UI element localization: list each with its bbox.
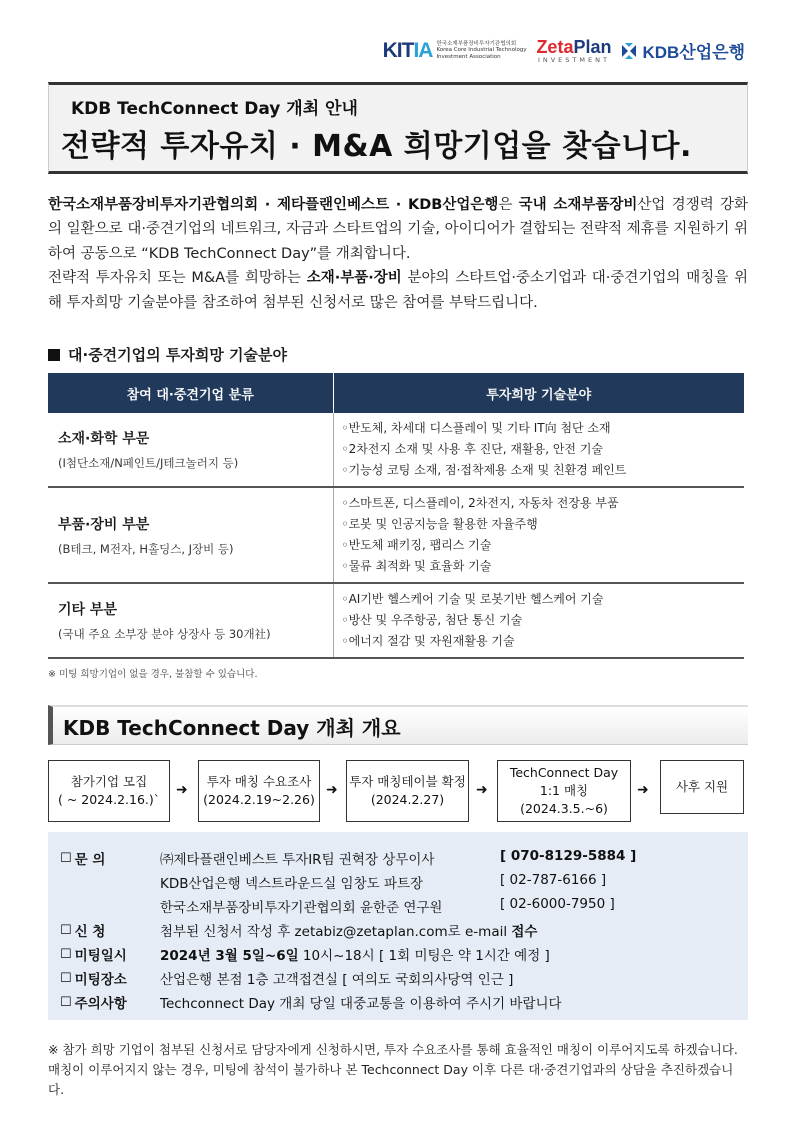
caution-label: 주의사항 xyxy=(74,996,127,1012)
intro-text: 은 xyxy=(498,197,519,213)
inquiry-contact: KDB산업은행 넥스트라운드실 임창도 파트장 xyxy=(160,876,424,892)
category-name: 기타 부분 xyxy=(58,602,117,618)
checkbox-icon: ☐ xyxy=(60,970,72,986)
title-subheading: KDB TechConnect Day 개최 안내 xyxy=(71,99,358,119)
page-title: 전략적 투자유치 · M&A 희망기업을 찾습니다. xyxy=(61,129,692,164)
step-label: 참가기업 모집 xyxy=(70,774,148,789)
inquiry-contact: ㈜제타플랜인베스트 투자IR팀 권혁장 상무이사 xyxy=(160,852,435,868)
kdb-wordmark: KDB산업은행 xyxy=(642,43,745,63)
areas-cell xyxy=(333,583,744,658)
attendance-note: ※ 미팅 희망기업이 없을 경우, 불참할 수 있습니다. xyxy=(48,669,258,680)
tech-area-item: ◦물류 최적화 및 효율화 기술 xyxy=(341,559,492,573)
zetaplan-wordmark: ZetaPlan xyxy=(536,37,612,57)
date-row xyxy=(60,944,550,964)
apply-label: 신 청 xyxy=(74,924,106,940)
tech-area-item: ◦스마트폰, 디스플레이, 2차전지, 자동차 전장용 부품 xyxy=(341,496,619,510)
tech-area-item: ◦방산 및 우주항공, 첨단 통신 기술 xyxy=(341,613,523,627)
step-demand-survey xyxy=(198,760,320,822)
caution-row xyxy=(60,992,562,1012)
section-heading xyxy=(48,344,287,365)
date-text: 2024년 3월 5일~6일 10시~18시 [ 1회 미팅은 약 1시간 예정 ] xyxy=(160,948,550,964)
step-date: (2024.3.5.~6) xyxy=(520,801,608,816)
kitia-wordmark: KITIA xyxy=(382,38,433,62)
intro-paragraph xyxy=(48,193,748,315)
tech-area-item: ◦반도체, 차세대 디스플레이 및 기타 IT向 첨단 소재 xyxy=(341,421,611,435)
tech-field-table xyxy=(48,373,744,659)
category-note: (국내 주요 소부장 분야 상장사 등 30개社) xyxy=(58,627,271,641)
intro-text: 분야의 스타트업·중소기업과 대·중견기업의 매칭을 위해 투자희망 기술분야를 참조하여 첨부된 신청서로 많은 참여를 부탁드립니다. xyxy=(48,270,748,311)
place-text: 산업은행 본점 1층 고객접견실 [ 여의도 국회의사당역 인근 ] xyxy=(160,972,514,988)
category-cell xyxy=(48,413,333,487)
tech-area-item: ◦로봇 및 인공지능을 활용한 자율주행 xyxy=(341,517,538,531)
intro-text: 산업 경쟁력 강화의 일환으로 대·중견기업의 네트워크, 자금과 스타트업의 기술, 아이디어가 결합되는 전략적 제휴를 지원하기 위하여 공동으로 “KDB TechConnect Day”를 개최합니다. xyxy=(48,197,748,262)
inquiry-label xyxy=(60,848,160,868)
kitia-logo xyxy=(383,39,529,63)
tech-area-item: ◦AI기반 헬스케어 기술 및 로봇기반 헬스케어 기술 xyxy=(341,592,604,606)
step-date: ( ~ 2024.2.16.)` xyxy=(57,792,160,807)
category-cell xyxy=(48,487,333,583)
intro-paragraph-2 xyxy=(48,266,748,315)
table-row xyxy=(48,583,744,658)
kdb-logo xyxy=(619,38,745,63)
step-date: (2024.2.27) xyxy=(370,792,445,807)
inquiry-contact: 한국소재부품장비투자기관협의회 윤한준 연구원 xyxy=(160,900,443,916)
date-label: 미팅일시 xyxy=(74,948,127,964)
apply-row xyxy=(60,920,537,940)
step-label: 투자 매칭 수요조사 xyxy=(206,774,312,789)
inquiry-row-3 xyxy=(60,896,615,916)
intro-text: 전략적 투자유치 또는 M&A를 희망하는 xyxy=(48,270,307,287)
apply-email[interactable]: zetabiz@zetaplan.com xyxy=(294,924,448,940)
intro-emphasis: 소재·부품·장비 xyxy=(306,270,402,287)
category-note: (I첨단소재/N페인트/J테크놀러지 등) xyxy=(58,456,239,470)
footnote: ※ 참가 희망 기업이 첨부된 신청서로 담당자에게 신청하시면, 투자 수요조사를 통해 효율적인 매칭이 이루어지도록 하겠습니다. 매칭이 이루어지지 않는 경우, 미팅에 참석이 불가하나 본 Techconnect Day 이후 다른 대·중견기업과의 상담을 추진하겠습니다. xyxy=(48,1042,738,1097)
kitia-subtitle: 한국소재부품장비투자기관협의회 Korea Core Industrial Technology Investment Association xyxy=(436,40,527,61)
overview-header xyxy=(48,705,748,745)
arrow-icon: ➜ xyxy=(476,782,488,798)
title-box xyxy=(48,82,748,174)
inquiry-label-text: 문 의 xyxy=(74,852,106,868)
checkbox-icon: ☐ xyxy=(60,850,72,866)
table-header-category: 참여 대·중견기업 분류 xyxy=(48,373,333,413)
checkbox-icon: ☐ xyxy=(60,994,72,1010)
apply-text: 첨부된 신청서 작성 후 zetabiz@zetaplan.com로 e-mail 접수 xyxy=(160,924,538,940)
square-bullet-icon xyxy=(48,349,60,361)
step-label: 투자 매칭테이블 확정 xyxy=(349,774,466,789)
place-row xyxy=(60,968,513,988)
tech-area-item: ◦에너지 절감 및 자원재활용 기술 xyxy=(341,634,515,648)
place-label: 미팅장소 xyxy=(74,972,127,988)
category-name: 부품·장비 부분 xyxy=(58,516,150,533)
inquiry-phone: [ 070-8129-5884 ] xyxy=(500,848,637,864)
inquiry-row-1 xyxy=(60,848,637,868)
arrow-icon: ➜ xyxy=(637,782,649,798)
section-heading-text: 대·중견기업의 투자희망 기술분야 xyxy=(68,346,288,364)
tech-area-item: ◦반도체 패키징, 팹리스 기술 xyxy=(341,538,492,552)
category-name: 소재·화학 부문 xyxy=(58,431,150,447)
intro-emphasis: 한국소재부품장비투자기관협의회 · 제타플랜인베스트 · KDB산업은행 xyxy=(48,197,499,213)
step-follow-up xyxy=(660,760,744,814)
step-sub-label: 1:1 매칭 xyxy=(539,783,589,798)
step-label: TechConnect Day xyxy=(509,765,619,780)
table-row xyxy=(48,487,744,583)
table-row xyxy=(48,413,744,487)
zetaplan-logo xyxy=(536,38,611,64)
step-table-confirm xyxy=(346,760,469,822)
tech-area-item: ◦기능성 코팅 소재, 점·접착제용 소재 및 친환경 페인트 xyxy=(341,463,627,477)
inquiry-row-2 xyxy=(60,872,607,892)
step-techconnect-day xyxy=(497,760,631,822)
caution-text: Techconnect Day 개최 당일 대중교통을 이용하여 주시기 바랍니다 xyxy=(160,996,562,1012)
intro-emphasis: 국내 소재부품장비 xyxy=(518,197,638,213)
intro-paragraph-1 xyxy=(48,193,748,266)
inquiry-phone: [ 02-6000-7950 ] xyxy=(500,896,615,912)
step-recruit xyxy=(48,760,170,822)
category-note: (B테크, M전자, H홀딩스, J장비 등) xyxy=(58,541,234,556)
logo-bar xyxy=(383,38,745,64)
contact-box xyxy=(48,832,748,1020)
overview-title: KDB TechConnect Day 개최 개요 xyxy=(63,716,401,740)
step-label: 사후 지원 xyxy=(675,779,729,794)
arrow-icon: ➜ xyxy=(326,782,338,798)
table-header-areas: 투자희망 기술분야 xyxy=(333,373,744,413)
step-date: (2024.2.19~2.26) xyxy=(203,792,315,807)
checkbox-icon: ☐ xyxy=(60,922,72,938)
zetaplan-subtitle: INVESTMENT xyxy=(537,56,610,64)
checkbox-icon: ☐ xyxy=(60,946,72,962)
tech-area-item: ◦2차전지 소재 및 사용 후 진단, 재활용, 안전 기술 xyxy=(341,442,604,456)
areas-cell xyxy=(333,487,744,583)
inquiry-phone: [ 02-787-6166 ] xyxy=(500,872,607,888)
category-cell xyxy=(48,583,333,658)
arrow-icon: ➜ xyxy=(176,782,188,798)
kdb-symbol-icon xyxy=(619,41,639,61)
areas-cell xyxy=(333,413,744,487)
